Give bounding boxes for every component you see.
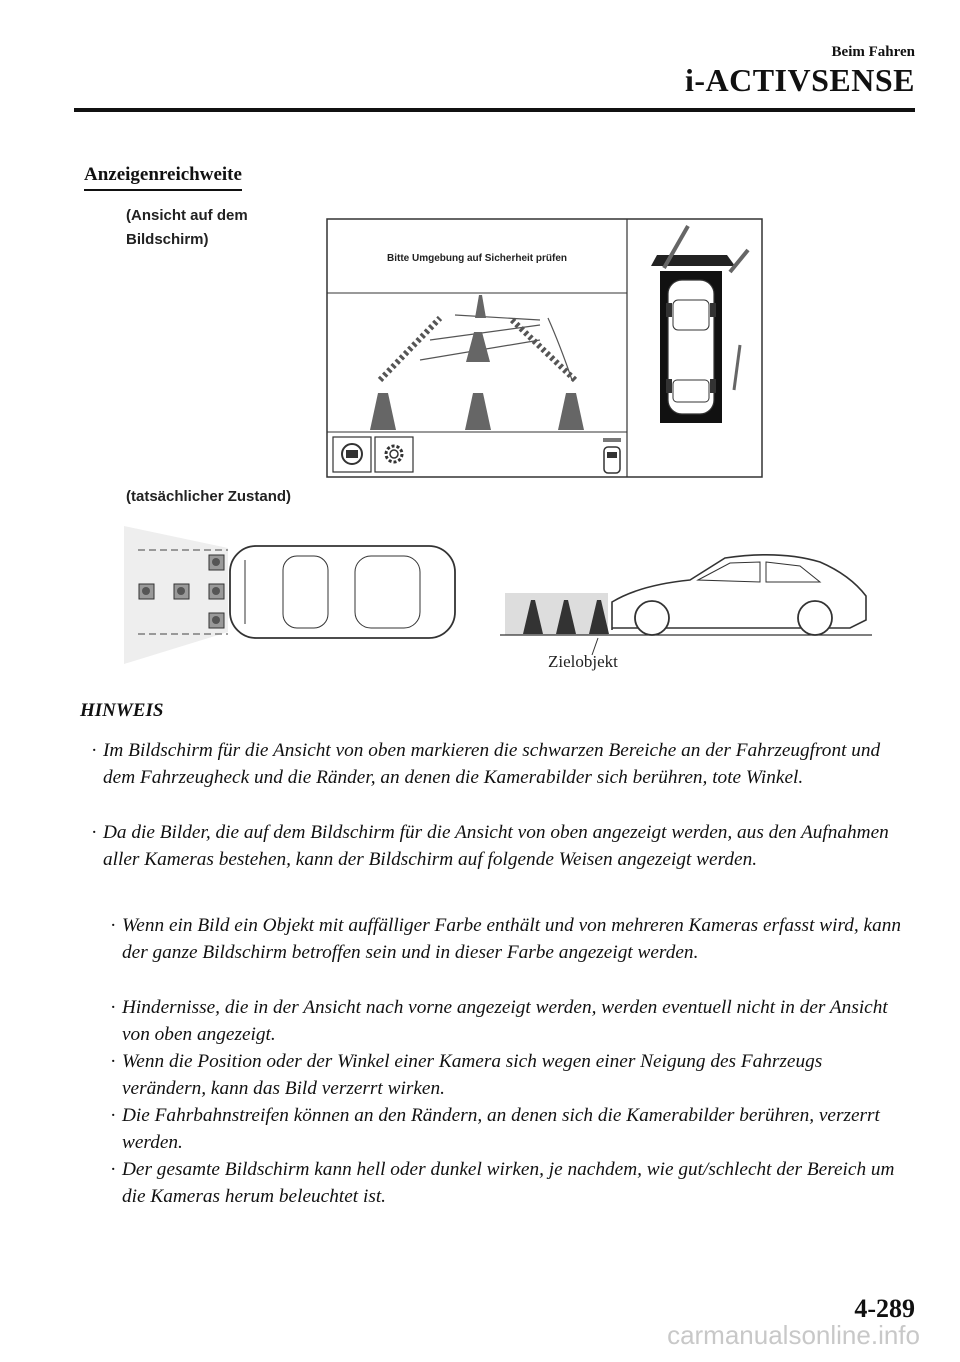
actual-side-view [500,555,872,655]
list-item: · Da die Bilder, die auf dem Bildschirm für die Ansicht von oben angezeigt werden, aus den Aufnahmen aller Kameras bestehen, kann der Bildschirm auf folgende Weisen angezeigt werden. [103,819,903,873]
target-object-label: Zielobjekt [548,652,618,671]
settings-gear-icon[interactable] [375,437,413,472]
bullet-icon: · [110,1105,117,1126]
bullet-icon: · [91,822,98,843]
list-item: · Wenn ein Bild ein Objekt mit auffälliger Farbe enthält und von mehreren Kameras erfasst wird, kann der ganze Bildschirm betroffen sein und in dieser Farbe angezeigt werden. [122,912,902,966]
page-number: 4-289 [854,1294,915,1323]
list-item: · Die Fahrbahnstreifen können an den Rändern, an denen sich die Kamerabilder berühren, verzerrt werden. [122,1102,902,1156]
bullet-icon: · [110,1051,117,1072]
chapter-label: Beim Fahren [831,44,915,60]
screen-warning-message: Bitte Umgebung auf Sicherheit prüfen [386,253,568,264]
actual-top-view [124,526,455,664]
bullet-icon: · [110,1159,117,1180]
section-title: Anzeigenreichweite [84,164,242,191]
list-item: · Wenn die Position oder der Winkel einer Kamera sich wegen einer Neigung des Fahrzeugs verändern, kann das Bild verzerrt wirken. [122,1048,902,1102]
monitor-screen [327,219,762,477]
bullet-icon: · [91,740,98,761]
bullet-icon: · [110,997,117,1018]
watermark: carmanualsonline.info [667,1320,920,1350]
chapter-title: i-ACTIVSENSE [684,62,915,98]
list-item: · Hindernisse, die in der Ansicht nach vorne angezeigt werden, werden eventuell nicht in der Ansicht von oben angezeigt. [122,994,902,1048]
bullet-icon: · [110,915,117,936]
note-heading: HINWEIS [80,700,164,721]
camera-switch-icon[interactable] [333,437,371,472]
list-item: · Der gesamte Bildschirm kann hell oder dunkel wirken, je nachdem, wie gut/schlecht der Bereich um die Kameras herum beleuchtet ist. [122,1156,902,1210]
caption-screen-view: (Ansicht auf dem Bildschirm) [126,207,248,248]
list-item: · Im Bildschirm für die Ansicht von oben markieren die schwarzen Bereiche an der Fahrzeugfront und dem Fahrzeugheck und die Ränder, an denen die Kamerabilder sich berühren, tote Winkel. [103,737,903,791]
caption-actual-state: (tatsächlicher Zustand) [126,488,292,505]
